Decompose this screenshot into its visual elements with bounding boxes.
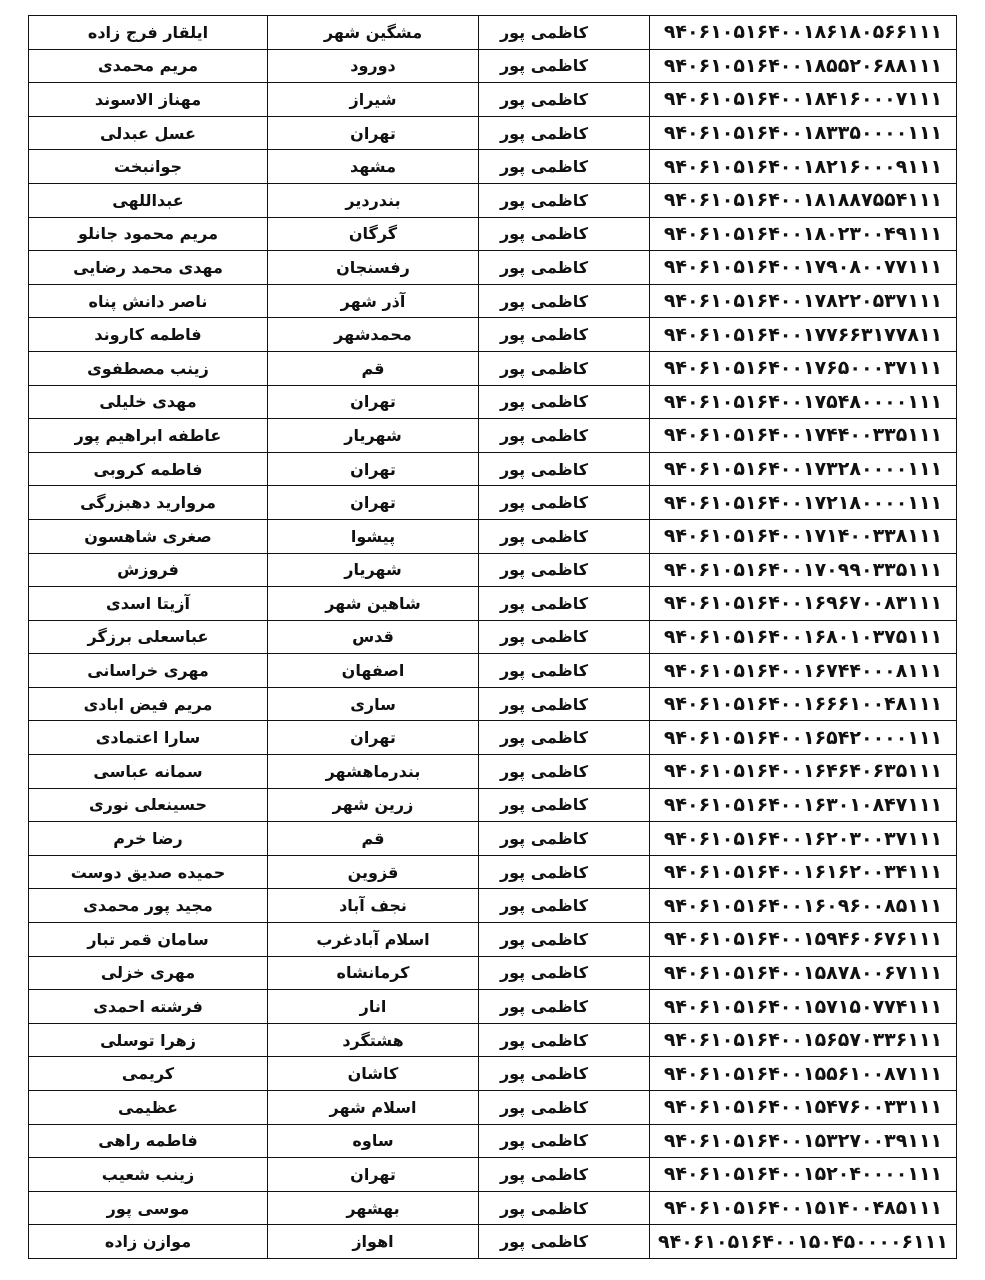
cell-city: تهران <box>268 486 479 520</box>
cell-city: ساری <box>268 687 479 721</box>
cell-account-number: ۹۴۰۶۱۰۵۱۶۴۰۰۱۶۹۶۷۰۰۸۳۱۱۱ <box>650 587 957 621</box>
cell-account-number: ۹۴۰۶۱۰۵۱۶۴۰۰۱۵۸۷۸۰۰۶۷۱۱۱ <box>650 956 957 990</box>
cell-name: موازن زاده <box>29 1225 268 1259</box>
table-row <box>29 755 957 789</box>
cell-account-number: ۹۴۰۶۱۰۵۱۶۴۰۰۱۵۴۷۶۰۰۳۳۱۱۱ <box>650 1091 957 1125</box>
cell-name: مهدی محمد رضایی <box>29 251 268 285</box>
cell-name: رضا خرم <box>29 822 268 856</box>
table-row <box>29 284 957 318</box>
cell-city: شهریار <box>268 419 479 453</box>
cell-account-number: ۹۴۰۶۱۰۵۱۶۴۰۰۱۷۹۰۸۰۰۷۷۱۱۱ <box>650 251 957 285</box>
cell-surname: کاظمی پور <box>479 419 650 453</box>
cell-account-number: ۹۴۰۶۱۰۵۱۶۴۰۰۱۶۰۹۶۰۰۸۵۱۱۱ <box>650 889 957 923</box>
cell-surname: کاظمی پور <box>479 654 650 688</box>
cell-city: مشگین شهر <box>268 16 479 50</box>
cell-account-number: ۹۴۰۶۱۰۵۱۶۴۰۰۱۵۰۴۵۰۰۰۰۶۱۱۱ <box>650 1225 957 1259</box>
cell-city: اصفهان <box>268 654 479 688</box>
table-row <box>29 16 957 50</box>
cell-name: فروزش <box>29 553 268 587</box>
cell-name: فاطمه راهی <box>29 1124 268 1158</box>
cell-surname: کاظمی پور <box>479 83 650 117</box>
cell-surname: کاظمی پور <box>479 452 650 486</box>
cell-city: اسلام شهر <box>268 1091 479 1125</box>
cell-city: کاشان <box>268 1057 479 1091</box>
cell-name: سمانه عباسی <box>29 755 268 789</box>
cell-account-number: ۹۴۰۶۱۰۵۱۶۴۰۰۱۵۷۱۵۰۷۷۴۱۱۱ <box>650 990 957 1024</box>
cell-surname: کاظمی پور <box>479 1057 650 1091</box>
cell-surname: کاظمی پور <box>479 721 650 755</box>
table-row <box>29 452 957 486</box>
cell-account-number: ۹۴۰۶۱۰۵۱۶۴۰۰۱۷۲۱۸۰۰۰۰۱۱۱ <box>650 486 957 520</box>
cell-account-number: ۹۴۰۶۱۰۵۱۶۴۰۰۱۸۵۵۲۰۶۸۸۱۱۱ <box>650 49 957 83</box>
cell-city: ساوه <box>268 1124 479 1158</box>
cell-name: مریم محمدی <box>29 49 268 83</box>
cell-name: جوانبخت <box>29 150 268 184</box>
cell-name: مهری خراسانی <box>29 654 268 688</box>
cell-account-number: ۹۴۰۶۱۰۵۱۶۴۰۰۱۸۲۱۶۰۰۰۹۱۱۱ <box>650 150 957 184</box>
cell-name: عاطفه ابراهیم پور <box>29 419 268 453</box>
cell-surname: کاظمی پور <box>479 1124 650 1158</box>
cell-name: عسل عبدلی <box>29 116 268 150</box>
cell-name: زهرا توسلی <box>29 1023 268 1057</box>
cell-surname: کاظمی پور <box>479 822 650 856</box>
table-row <box>29 721 957 755</box>
cell-surname: کاظمی پور <box>479 687 650 721</box>
table-row <box>29 83 957 117</box>
table-row <box>29 519 957 553</box>
cell-account-number: ۹۴۰۶۱۰۵۱۶۴۰۰۱۷۵۴۸۰۰۰۰۱۱۱ <box>650 385 957 419</box>
cell-city: قدس <box>268 620 479 654</box>
cell-city: گرگان <box>268 217 479 251</box>
cell-surname: کاظمی پور <box>479 587 650 621</box>
table-row <box>29 251 957 285</box>
table-row <box>29 788 957 822</box>
table-row <box>29 687 957 721</box>
cell-account-number: ۹۴۰۶۱۰۵۱۶۴۰۰۱۸۱۸۸۷۵۵۴۱۱۱ <box>650 183 957 217</box>
cell-account-number: ۹۴۰۶۱۰۵۱۶۴۰۰۱۶۲۰۳۰۰۳۷۱۱۱ <box>650 822 957 856</box>
table-row <box>29 150 957 184</box>
table-row <box>29 183 957 217</box>
cell-city: اسلام آبادغرب <box>268 923 479 957</box>
cell-name: مجید پور محمدی <box>29 889 268 923</box>
cell-city: شیراز <box>268 83 479 117</box>
cell-account-number: ۹۴۰۶۱۰۵۱۶۴۰۰۱۶۳۰۱۰۸۴۷۱۱۱ <box>650 788 957 822</box>
cell-account-number: ۹۴۰۶۱۰۵۱۶۴۰۰۱۸۳۳۵۰۰۰۰۱۱۱ <box>650 116 957 150</box>
table-row <box>29 956 957 990</box>
cell-name: کریمی <box>29 1057 268 1091</box>
cell-surname: کاظمی پور <box>479 1023 650 1057</box>
cell-name: مریم محمود جانلو <box>29 217 268 251</box>
cell-city: بندرماهشهر <box>268 755 479 789</box>
cell-name: فرشته احمدی <box>29 990 268 1024</box>
cell-account-number: ۹۴۰۶۱۰۵۱۶۴۰۰۱۵۳۲۷۰۰۳۹۱۱۱ <box>650 1124 957 1158</box>
cell-name: آزیتا اسدی <box>29 587 268 621</box>
cell-account-number: ۹۴۰۶۱۰۵۱۶۴۰۰۱۷۳۲۸۰۰۰۰۱۱۱ <box>650 452 957 486</box>
cell-city: شهریار <box>268 553 479 587</box>
cell-name: سامان قمر تبار <box>29 923 268 957</box>
cell-surname: کاظمی پور <box>479 553 650 587</box>
cell-city: قزوین <box>268 855 479 889</box>
cell-account-number: ۹۴۰۶۱۰۵۱۶۴۰۰۱۶۷۴۴۰۰۰۸۱۱۱ <box>650 654 957 688</box>
cell-account-number: ۹۴۰۶۱۰۵۱۶۴۰۰۱۶۴۶۴۰۶۳۵۱۱۱ <box>650 755 957 789</box>
cell-surname: کاظمی پور <box>479 116 650 150</box>
cell-surname: کاظمی پور <box>479 318 650 352</box>
cell-account-number: ۹۴۰۶۱۰۵۱۶۴۰۰۱۷۶۵۰۰۰۳۷۱۱۱ <box>650 351 957 385</box>
cell-surname: کاظمی پور <box>479 755 650 789</box>
cell-account-number: ۹۴۰۶۱۰۵۱۶۴۰۰۱۵۵۶۱۰۰۸۷۱۱۱ <box>650 1057 957 1091</box>
cell-name: حمیده صدیق دوست <box>29 855 268 889</box>
cell-city: مشهد <box>268 150 479 184</box>
cell-surname: کاظمی پور <box>479 1191 650 1225</box>
cell-city: آذر شهر <box>268 284 479 318</box>
cell-name: مهناز الاسوند <box>29 83 268 117</box>
cell-city: تهران <box>268 385 479 419</box>
table-row <box>29 855 957 889</box>
cell-name: فاطمه کاروند <box>29 318 268 352</box>
table-row <box>29 1158 957 1192</box>
table-row <box>29 217 957 251</box>
cell-city: دورود <box>268 49 479 83</box>
cell-surname: کاظمی پور <box>479 519 650 553</box>
table-row <box>29 49 957 83</box>
cell-account-number: ۹۴۰۶۱۰۵۱۶۴۰۰۱۵۱۴۰۰۴۸۵۱۱۱ <box>650 1191 957 1225</box>
cell-account-number: ۹۴۰۶۱۰۵۱۶۴۰۰۱۷۱۴۰۰۳۳۸۱۱۱ <box>650 519 957 553</box>
cell-city: کرمانشاه <box>268 956 479 990</box>
cell-city: رفسنجان <box>268 251 479 285</box>
cell-city: قم <box>268 351 479 385</box>
cell-city: قم <box>268 822 479 856</box>
table-row <box>29 620 957 654</box>
cell-surname: کاظمی پور <box>479 150 650 184</box>
cell-surname: کاظمی پور <box>479 486 650 520</box>
cell-account-number: ۹۴۰۶۱۰۵۱۶۴۰۰۱۸۶۱۸۰۵۶۶۱۱۱ <box>650 16 957 50</box>
table-row <box>29 385 957 419</box>
cell-surname: کاظمی پور <box>479 923 650 957</box>
cell-surname: کاظمی پور <box>479 284 650 318</box>
cell-account-number: ۹۴۰۶۱۰۵۱۶۴۰۰۱۶۵۴۲۰۰۰۰۱۱۱ <box>650 721 957 755</box>
cell-name: زینب مصطفوی <box>29 351 268 385</box>
cell-account-number: ۹۴۰۶۱۰۵۱۶۴۰۰۱۵۲۰۴۰۰۰۰۱۱۱ <box>650 1158 957 1192</box>
cell-city: اهواز <box>268 1225 479 1259</box>
cell-name: سارا اعتمادی <box>29 721 268 755</box>
cell-surname: کاظمی پور <box>479 990 650 1024</box>
cell-surname: کاظمی پور <box>479 385 650 419</box>
cell-surname: کاظمی پور <box>479 1158 650 1192</box>
cell-name: ایلقار فرج زاده <box>29 16 268 50</box>
cell-city: تهران <box>268 116 479 150</box>
cell-name: ناصر دانش پناه <box>29 284 268 318</box>
cell-city: تهران <box>268 1158 479 1192</box>
cell-surname: کاظمی پور <box>479 251 650 285</box>
cell-account-number: ۹۴۰۶۱۰۵۱۶۴۰۰۱۶۶۶۱۰۰۴۸۱۱۱ <box>650 687 957 721</box>
cell-surname: کاظمی پور <box>479 351 650 385</box>
table-row <box>29 351 957 385</box>
cell-name: مریم فیض ابادی <box>29 687 268 721</box>
cell-name: موسی پور <box>29 1191 268 1225</box>
table-row <box>29 1225 957 1259</box>
cell-surname: کاظمی پور <box>479 1091 650 1125</box>
cell-name: عباسعلی برزگر <box>29 620 268 654</box>
cell-name: عبداللهی <box>29 183 268 217</box>
cell-account-number: ۹۴۰۶۱۰۵۱۶۴۰۰۱۷۰۹۹۰۳۳۵۱۱۱ <box>650 553 957 587</box>
cell-city: محمدشهر <box>268 318 479 352</box>
cell-surname: کاظمی پور <box>479 49 650 83</box>
records-table-container <box>28 15 957 1259</box>
table-row <box>29 1191 957 1225</box>
cell-city: انار <box>268 990 479 1024</box>
table-row <box>29 990 957 1024</box>
cell-surname: کاظمی پور <box>479 183 650 217</box>
table-row <box>29 889 957 923</box>
table-row <box>29 587 957 621</box>
cell-city: شاهین شهر <box>268 587 479 621</box>
cell-city: بهشهر <box>268 1191 479 1225</box>
cell-account-number: ۹۴۰۶۱۰۵۱۶۴۰۰۱۶۸۰۱۰۳۷۵۱۱۱ <box>650 620 957 654</box>
cell-account-number: ۹۴۰۶۱۰۵۱۶۴۰۰۱۵۶۵۷۰۳۳۶۱۱۱ <box>650 1023 957 1057</box>
cell-name: مهری خزلی <box>29 956 268 990</box>
table-row <box>29 1023 957 1057</box>
table-row <box>29 822 957 856</box>
cell-city: بندردیر <box>268 183 479 217</box>
cell-account-number: ۹۴۰۶۱۰۵۱۶۴۰۰۱۵۹۴۶۰۶۷۶۱۱۱ <box>650 923 957 957</box>
cell-account-number: ۹۴۰۶۱۰۵۱۶۴۰۰۱۶۱۶۲۰۰۳۴۱۱۱ <box>650 855 957 889</box>
cell-surname: کاظمی پور <box>479 855 650 889</box>
table-row <box>29 1091 957 1125</box>
cell-account-number: ۹۴۰۶۱۰۵۱۶۴۰۰۱۷۴۴۰۰۳۳۵۱۱۱ <box>650 419 957 453</box>
cell-surname: کاظمی پور <box>479 1225 650 1259</box>
cell-city: پیشوا <box>268 519 479 553</box>
cell-name: فاطمه کروبی <box>29 452 268 486</box>
cell-account-number: ۹۴۰۶۱۰۵۱۶۴۰۰۱۷۸۲۲۰۵۳۷۱۱۱ <box>650 284 957 318</box>
cell-city: تهران <box>268 721 479 755</box>
table-row <box>29 419 957 453</box>
cell-name: عظیمی <box>29 1091 268 1125</box>
table-row <box>29 553 957 587</box>
cell-city: هشتگرد <box>268 1023 479 1057</box>
cell-surname: کاظمی پور <box>479 788 650 822</box>
table-row <box>29 486 957 520</box>
cell-account-number: ۹۴۰۶۱۰۵۱۶۴۰۰۱۸۴۱۶۰۰۰۷۱۱۱ <box>650 83 957 117</box>
cell-surname: کاظمی پور <box>479 956 650 990</box>
cell-city: تهران <box>268 452 479 486</box>
cell-name: حسینعلی نوری <box>29 788 268 822</box>
cell-name: صغری شاهسون <box>29 519 268 553</box>
cell-name: مروارید دهبزرگی <box>29 486 268 520</box>
cell-name: مهدی خلیلی <box>29 385 268 419</box>
table-row <box>29 1057 957 1091</box>
table-row <box>29 116 957 150</box>
table-row <box>29 654 957 688</box>
table-row <box>29 923 957 957</box>
cell-surname: کاظمی پور <box>479 889 650 923</box>
records-table-body <box>29 16 957 1259</box>
table-row <box>29 318 957 352</box>
records-table <box>28 15 957 1259</box>
cell-account-number: ۹۴۰۶۱۰۵۱۶۴۰۰۱۸۰۲۳۰۰۴۹۱۱۱ <box>650 217 957 251</box>
cell-account-number: ۹۴۰۶۱۰۵۱۶۴۰۰۱۷۷۶۶۳۱۷۷۸۱۱ <box>650 318 957 352</box>
table-row <box>29 1124 957 1158</box>
cell-city: زرین شهر <box>268 788 479 822</box>
cell-city: نجف آباد <box>268 889 479 923</box>
cell-surname: کاظمی پور <box>479 217 650 251</box>
cell-surname: کاظمی پور <box>479 16 650 50</box>
cell-name: زینب شعیب <box>29 1158 268 1192</box>
cell-surname: کاظمی پور <box>479 620 650 654</box>
